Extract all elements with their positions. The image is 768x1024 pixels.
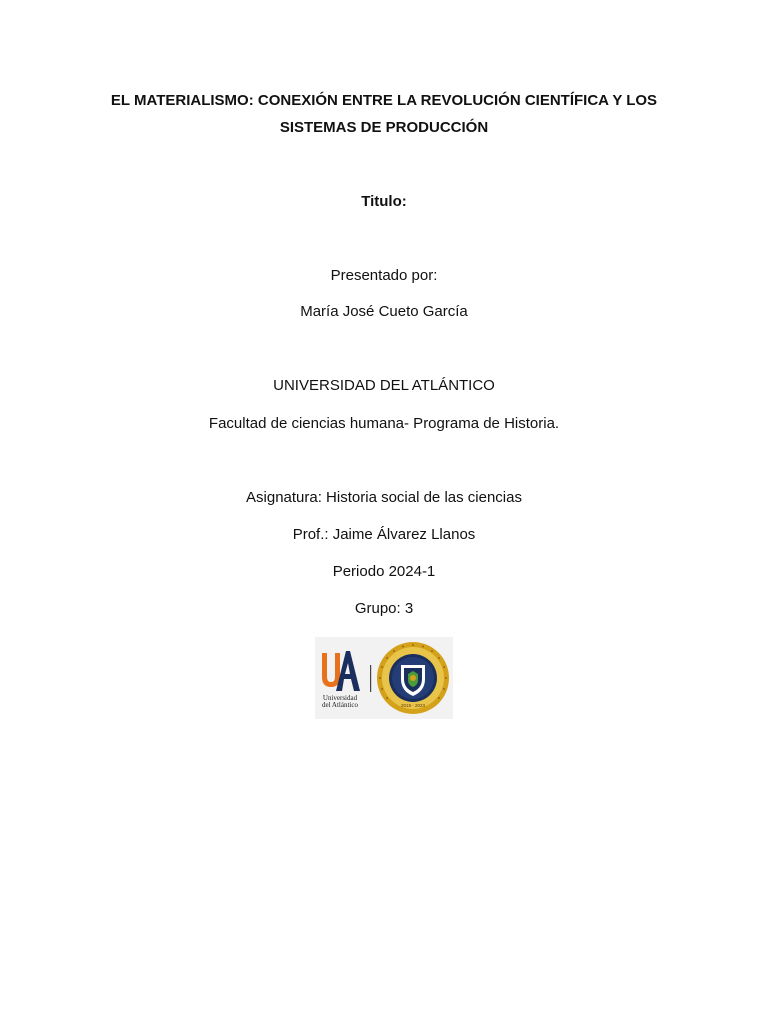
group-line: Grupo: 3	[354, 600, 414, 617]
faculty-program: Facultad de ciencias humana- Programa de Historia.	[208, 415, 560, 432]
svg-text:2019 · 2023: 2019 · 2023	[400, 703, 426, 708]
university-name: UNIVERSIDAD DEL ATLÁNTICO	[273, 377, 495, 394]
subject-line: Asignatura: Historia social de las ciencias	[246, 489, 522, 506]
presented-by-label: Presentado por:	[330, 267, 438, 284]
svg-text:del Atlántico: del Atlántico	[322, 701, 358, 709]
ua-monogram-icon	[322, 651, 360, 709]
document-title: EL MATERIALISMO: CONEXIÓN ENTRE LA REVOLUCIÓN CIENTÍFICA Y LOS SISTEMAS DE PRODUCCIÓN	[110, 92, 658, 136]
logo-divider	[370, 665, 371, 692]
accreditation-seal-icon	[377, 642, 449, 714]
period-line: Periodo 2024-1	[332, 563, 436, 580]
author-name: María José Cueto García	[300, 303, 468, 320]
university-logo	[315, 637, 453, 719]
svg-text:Universidad: Universidad	[322, 694, 358, 702]
professor-line: Prof.: Jaime Álvarez Llanos	[292, 526, 476, 543]
titulo-label: Titulo:	[361, 193, 407, 210]
